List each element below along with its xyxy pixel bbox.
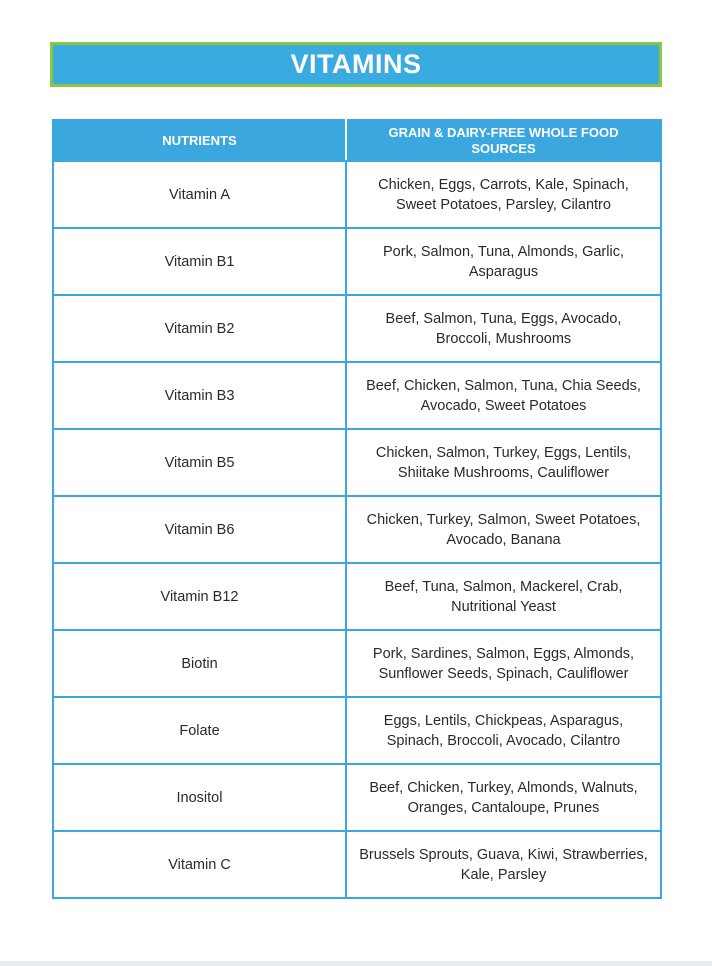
nutrient-cell: Vitamin B6 — [53, 496, 346, 563]
table-row — [53, 697, 661, 764]
nutrient-cell: Biotin — [53, 630, 346, 697]
table-row — [53, 362, 661, 429]
sources-cell: Beef, Chicken, Salmon, Tuna, Chia Seeds, Avocado, Sweet Potatoes — [346, 362, 661, 429]
nutrient-cell: Vitamin B5 — [53, 429, 346, 496]
nutrient-cell: Inositol — [53, 764, 346, 831]
table-row — [53, 295, 661, 362]
nutrient-cell: Vitamin B1 — [53, 228, 346, 295]
nutrient-cell: Vitamin C — [53, 831, 346, 898]
sources-cell: Beef, Chicken, Turkey, Almonds, Walnuts, Oranges, Cantaloupe, Prunes — [346, 764, 661, 831]
sources-cell: Chicken, Salmon, Turkey, Eggs, Lentils, Shiitake Mushrooms, Cauliflower — [346, 429, 661, 496]
sources-cell: Chicken, Turkey, Salmon, Sweet Potatoes, Avocado, Banana — [346, 496, 661, 563]
table-row — [53, 764, 661, 831]
table-header — [53, 120, 661, 161]
table-row — [53, 429, 661, 496]
nutrient-cell: Vitamin B2 — [53, 295, 346, 362]
sources-cell: Pork, Salmon, Tuna, Almonds, Garlic, Asparagus — [346, 228, 661, 295]
nutrient-cell: Vitamin B3 — [53, 362, 346, 429]
nutrient-cell: Folate — [53, 697, 346, 764]
page-title: VITAMINS — [290, 49, 422, 79]
table-row — [53, 831, 661, 898]
nutrient-cell: Vitamin A — [53, 161, 346, 228]
sources-cell: Eggs, Lentils, Chickpeas, Asparagus, Spinach, Broccoli, Avocado, Cilantro — [346, 697, 661, 764]
sources-cell: Beef, Tuna, Salmon, Mackerel, Crab, Nutritional Yeast — [346, 563, 661, 630]
table-header-row — [53, 120, 661, 161]
table-row — [53, 496, 661, 563]
table-row — [53, 161, 661, 228]
table-row — [53, 563, 661, 630]
vitamins-table — [52, 119, 662, 899]
nutrient-cell: Vitamin B12 — [53, 563, 346, 630]
sources-cell: Beef, Salmon, Tuna, Eggs, Avocado, Broccoli, Mushrooms — [346, 295, 661, 362]
title-banner — [50, 42, 662, 87]
sources-column-header: GRAIN & DAIRY-FREE WHOLE FOOD SOURCES — [346, 120, 661, 161]
table-body — [53, 161, 661, 898]
sources-cell: Pork, Sardines, Salmon, Eggs, Almonds, Sunflower Seeds, Spinach, Cauliflower — [346, 630, 661, 697]
page-bottom-divider — [0, 961, 712, 966]
sources-cell: Chicken, Eggs, Carrots, Kale, Spinach, Sweet Potatoes, Parsley, Cilantro — [346, 161, 661, 228]
table-row — [53, 630, 661, 697]
sources-cell: Brussels Sprouts, Guava, Kiwi, Strawberries, Kale, Parsley — [346, 831, 661, 898]
table-row — [53, 228, 661, 295]
nutrients-column-header: NUTRIENTS — [53, 120, 346, 161]
